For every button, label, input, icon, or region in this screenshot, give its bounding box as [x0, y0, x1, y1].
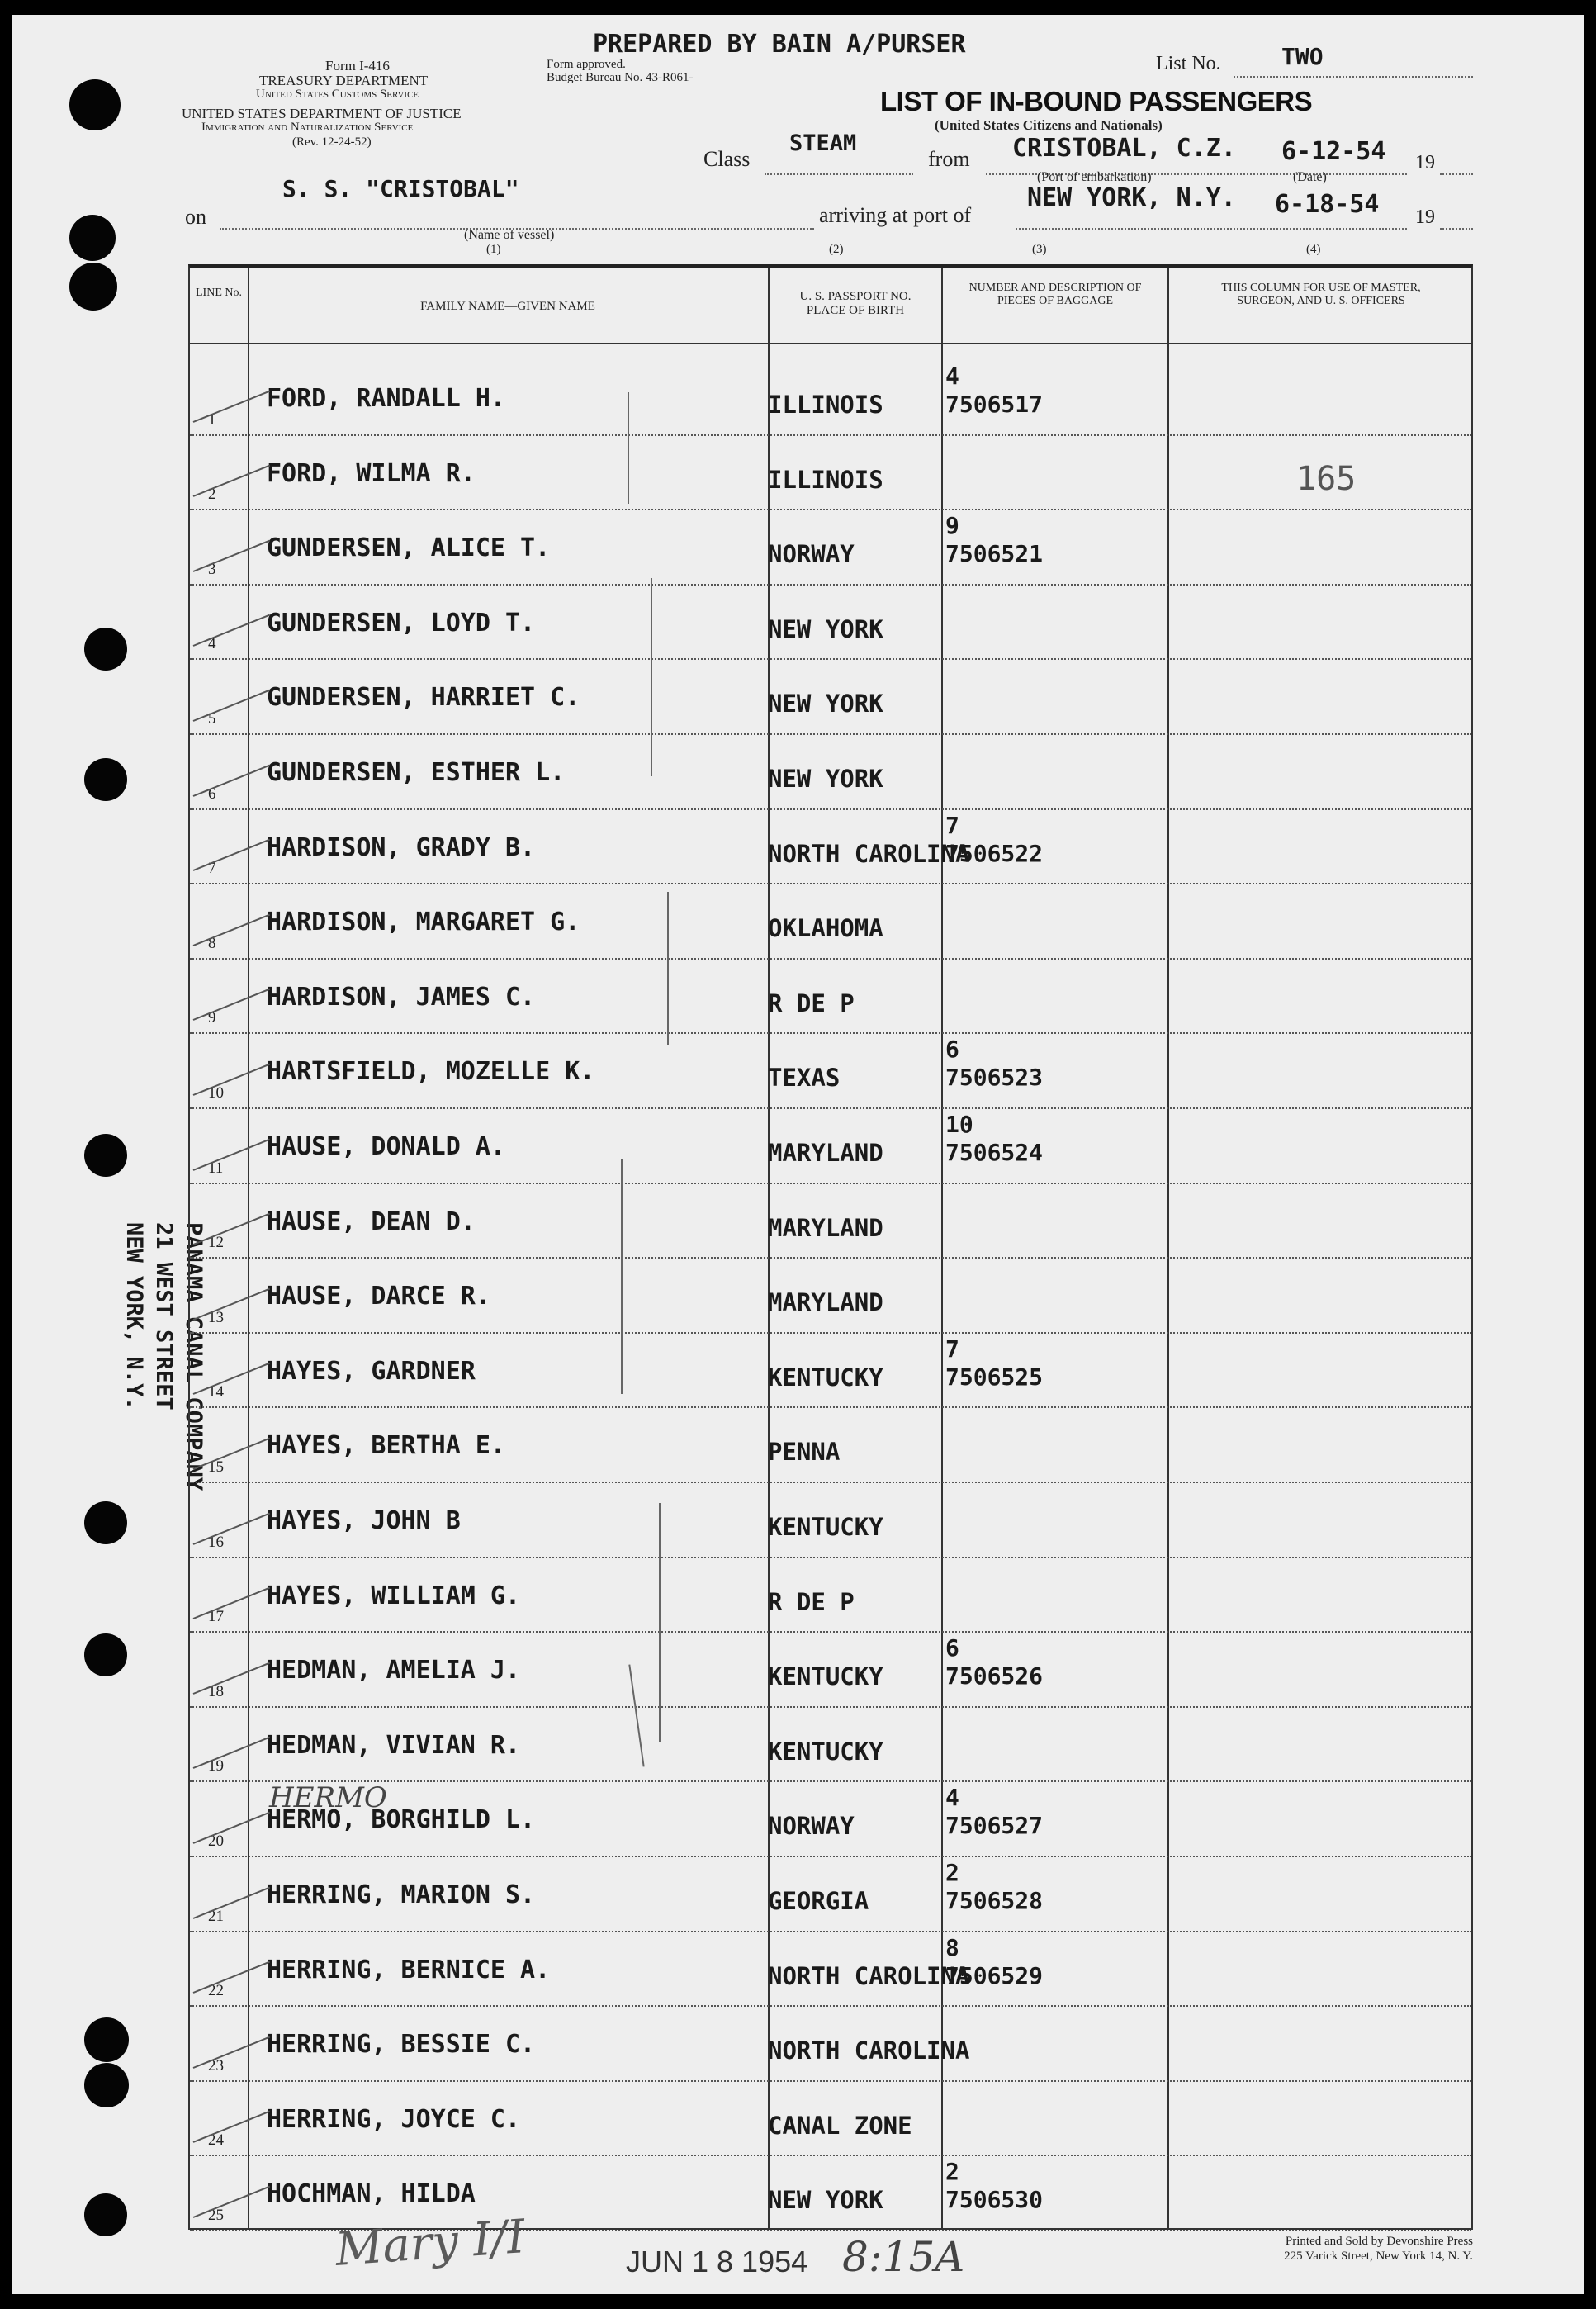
- col-index-2: (2): [829, 243, 844, 256]
- table-row: [190, 1107, 1471, 1183]
- table-row: [190, 2080, 1471, 2155]
- vessel-caption: (Name of vessel): [464, 228, 555, 242]
- printer-line2: 225 Varick Street, New York 14, N. Y.: [1284, 2250, 1473, 2263]
- passenger-name: HERMO, BORGHILD L.: [267, 1805, 536, 1835]
- place-of-birth: KENTUCKY: [768, 1363, 883, 1392]
- table-row: [190, 359, 1471, 434]
- from-label: from: [928, 147, 970, 171]
- place-of-birth: KENTUCKY: [768, 1662, 883, 1691]
- line-number: 17: [208, 1608, 224, 1626]
- table-row: [190, 1183, 1471, 1258]
- line-number: 24: [208, 2131, 224, 2150]
- line-number: 3: [208, 560, 216, 578]
- passenger-name: GUNDERSEN, HARRIET C.: [267, 683, 580, 713]
- table-row: [190, 1032, 1471, 1107]
- passenger-name: HEDMAN, VIVIAN R.: [267, 1730, 521, 1760]
- col-index-1: (1): [486, 243, 501, 256]
- table-row: [190, 958, 1471, 1033]
- place-of-birth: OKLAHOMA: [768, 914, 883, 943]
- passenger-name: HAYES, WILLIAM G.: [267, 1581, 521, 1610]
- line-number: 1: [208, 410, 216, 429]
- line-number: 16: [208, 1533, 224, 1551]
- header-divider: [190, 343, 1471, 344]
- table-row: [190, 1856, 1471, 1931]
- table-row: [190, 2005, 1471, 2080]
- hermo-note: HERMO: [269, 1781, 387, 1814]
- family-bracket: [628, 392, 629, 504]
- place-of-birth: MARYLAND: [768, 1139, 883, 1167]
- side-stamp-line3: NEW YORK, N.Y.: [121, 1222, 147, 1411]
- baggage-pieces: 2: [945, 1859, 959, 1886]
- line-number: 23: [208, 2056, 224, 2074]
- ins-label: Immigration and Naturalization Service: [201, 121, 414, 134]
- place-of-birth: PENNA: [768, 1438, 841, 1467]
- passenger-name: HERRING, MARION S.: [267, 1880, 536, 1909]
- passenger-name: HAUSE, DARCE R.: [267, 1282, 490, 1311]
- line-number: 6: [208, 785, 216, 803]
- vessel-name: S. S. "CRISTOBAL": [282, 175, 519, 202]
- baggage-tag: 7506522: [945, 839, 1044, 867]
- baggage-pieces: 9: [945, 512, 959, 540]
- port-of-embarkation: CRISTOBAL, C.Z.: [1012, 134, 1236, 163]
- embarkation-date: 6-12-54: [1281, 137, 1386, 166]
- list-no-line: [1234, 76, 1473, 78]
- place-of-birth: NORTH CAROLINA: [768, 839, 970, 868]
- arrival-date: 6-18-54: [1275, 190, 1380, 219]
- baggage-tag: 7506527: [945, 1812, 1044, 1840]
- approved-label: Form approved.: [547, 58, 626, 71]
- table-row: [190, 2155, 1471, 2230]
- baggage-pieces: 2: [945, 2158, 959, 2186]
- place-of-birth: ILLINOIS: [768, 391, 883, 419]
- passenger-name: HEDMAN, AMELIA J.: [267, 1656, 521, 1686]
- table-row: [190, 1706, 1471, 1781]
- passenger-name: HAYES, JOHN B: [267, 1506, 461, 1535]
- baggage-pieces: 6: [945, 1634, 959, 1662]
- port-of-arrival: NEW YORK, N.Y.: [1027, 183, 1236, 212]
- treasury-label: TREASURY DEPARTMENT: [259, 73, 429, 88]
- table-row: [190, 883, 1471, 958]
- on-label: on: [185, 205, 206, 229]
- stamp-date: JUN 1 8 1954: [626, 2245, 808, 2278]
- line-number: 4: [208, 635, 216, 653]
- customs-label: United States Customs Service: [256, 88, 419, 101]
- line-number: 2: [208, 486, 216, 504]
- line-number: 13: [208, 1308, 224, 1326]
- passenger-name: HOCHMAN, HILDA: [267, 2179, 476, 2209]
- rev-label: (Rev. 12-24-52): [292, 135, 372, 149]
- col-header-line: LINE No.: [196, 287, 242, 299]
- port-caption: (Port of embarkation): [1037, 170, 1152, 184]
- table-row: [190, 1406, 1471, 1482]
- table-row: [190, 658, 1471, 733]
- col-header-passport: U. S. PASSPORT NO. PLACE OF BIRTH: [799, 290, 912, 318]
- justice-label: UNITED STATES DEPARTMENT OF JUSTICE: [182, 106, 462, 121]
- passenger-name: HARDISON, JAMES C.: [267, 982, 536, 1012]
- passenger-name: HAYES, GARDNER: [267, 1356, 476, 1386]
- col-header-name: FAMILY NAME—GIVEN NAME: [420, 300, 595, 313]
- line-number: 20: [208, 1832, 224, 1850]
- place-of-birth: TEXAS: [768, 1064, 841, 1093]
- place-of-birth: NORTH CAROLINA: [768, 1961, 970, 1990]
- baggage-tag: 7506526: [945, 1662, 1044, 1690]
- line-number: 19: [208, 1757, 224, 1776]
- place-of-birth: NORWAY: [768, 540, 855, 569]
- place-of-birth: NEW YORK: [768, 765, 883, 793]
- passenger-name: FORD, RANDALL H.: [267, 384, 505, 413]
- binder-hole: [84, 2063, 129, 2107]
- table-row: [190, 1257, 1471, 1332]
- place-of-birth: R DE P: [768, 989, 855, 1017]
- place-of-birth: R DE P: [768, 1587, 855, 1616]
- bottom-scrawl: Mary I/I: [334, 2210, 528, 2277]
- year-line-a: [1440, 173, 1473, 175]
- passenger-table: [188, 264, 1473, 2230]
- stamp-time: 8:15A: [842, 2233, 965, 2281]
- place-of-birth: CANAL ZONE: [768, 2111, 912, 2140]
- passenger-name: FORD, WILMA R.: [267, 458, 476, 488]
- officer-count: 165: [1296, 460, 1357, 498]
- table-row: [190, 1332, 1471, 1407]
- binder-hole: [84, 628, 127, 671]
- table-row: [190, 584, 1471, 659]
- baggage-pieces: 8: [945, 1933, 959, 1961]
- family-bracket: [667, 892, 669, 1045]
- passenger-manifest-page: [12, 15, 1584, 2294]
- form-subtitle: (United States Citizens and Nationals): [935, 117, 1163, 133]
- place-of-birth: NEW YORK: [768, 614, 883, 643]
- line-number: 5: [208, 709, 216, 728]
- table-row: [190, 1482, 1471, 1557]
- place-of-birth: NORWAY: [768, 1812, 855, 1841]
- line-number: 22: [208, 1982, 224, 2000]
- place-of-birth: ILLINOIS: [768, 465, 883, 494]
- passenger-name: GUNDERSEN, LOYD T.: [267, 608, 536, 638]
- col-index-4: (4): [1306, 243, 1321, 256]
- place-of-birth: NEW YORK: [768, 2186, 883, 2215]
- line-number: 12: [208, 1234, 224, 1252]
- baggage-tag: 7506523: [945, 1064, 1044, 1092]
- family-bracket: [651, 578, 652, 776]
- baggage-tag: 7506525: [945, 1363, 1044, 1391]
- baggage-tag: 7506521: [945, 540, 1044, 568]
- passenger-name: GUNDERSEN, ALICE T.: [267, 533, 551, 563]
- passenger-name: HERRING, BERNICE A.: [267, 1955, 551, 1984]
- binder-hole: [84, 1134, 127, 1177]
- passenger-name: HAUSE, DONALD A.: [267, 1132, 505, 1161]
- line-number: 14: [208, 1383, 224, 1401]
- family-bracket: [659, 1503, 661, 1742]
- table-row: [190, 509, 1471, 584]
- baggage-pieces: 7: [945, 811, 959, 839]
- place-of-birth: MARYLAND: [768, 1288, 883, 1317]
- passenger-name: HERRING, BESSIE C.: [267, 2030, 536, 2060]
- year-prefix-a: 19: [1415, 152, 1435, 173]
- year-prefix-b: 19: [1415, 206, 1435, 228]
- binder-hole: [69, 215, 116, 261]
- table-row: [190, 1631, 1471, 1706]
- place-of-birth: NEW YORK: [768, 690, 883, 718]
- list-no-value: TWO: [1281, 43, 1324, 70]
- baggage-tag: 7506529: [945, 1961, 1044, 1989]
- binder-hole: [84, 758, 127, 801]
- line-number: 18: [208, 1682, 224, 1700]
- line-number: 15: [208, 1458, 224, 1476]
- passenger-name: HARDISON, MARGARET G.: [267, 908, 580, 937]
- table-row: [190, 733, 1471, 808]
- binder-hole: [84, 2193, 127, 2236]
- family-bracket: [621, 1159, 623, 1394]
- baggage-pieces: 7: [945, 1335, 959, 1363]
- budget-label: Budget Bureau No. 43-R061-: [547, 71, 694, 84]
- binder-hole: [84, 2017, 129, 2062]
- passenger-name: HARTSFIELD, MOZELLE K.: [267, 1057, 595, 1087]
- col-header-baggage: NUMBER AND DESCRIPTION OF PIECES OF BAGGAGE: [968, 282, 1142, 308]
- baggage-pieces: 4: [945, 363, 959, 390]
- baggage-pieces: 4: [945, 1784, 959, 1812]
- year-line-b: [1440, 228, 1473, 230]
- side-stamp-line2: 21 WEST STREET: [151, 1222, 177, 1411]
- baggage-tag: 7506524: [945, 1139, 1044, 1166]
- baggage-pieces: 6: [945, 1036, 959, 1064]
- binder-hole: [69, 79, 121, 130]
- table-row: [190, 434, 1471, 510]
- line-number: 25: [208, 2206, 224, 2224]
- date-caption: (Date): [1293, 170, 1327, 184]
- table-row: [190, 1557, 1471, 1632]
- arrival-line: [1016, 228, 1407, 230]
- arriving-label: arriving at port of: [819, 203, 972, 227]
- binder-hole: [69, 263, 117, 311]
- line-number: 11: [208, 1159, 224, 1177]
- line-number: 21: [208, 1907, 224, 1925]
- passenger-name: HAUSE, DEAN D.: [267, 1207, 476, 1236]
- baggage-tag: 7506517: [945, 391, 1044, 418]
- passenger-name: HARDISON, GRADY B.: [267, 832, 536, 862]
- class-line: [765, 173, 913, 175]
- baggage-pieces: 10: [945, 1111, 973, 1138]
- table-row: [190, 1931, 1471, 2006]
- place-of-birth: KENTUCKY: [768, 1737, 883, 1766]
- line-number: 8: [208, 934, 216, 952]
- baggage-tag: 7506530: [945, 2186, 1044, 2214]
- passenger-name: HAYES, BERTHA E.: [267, 1431, 505, 1461]
- place-of-birth: GEORGIA: [768, 1887, 869, 1915]
- place-of-birth: NORTH CAROLINA: [768, 2036, 970, 2065]
- list-no-label: List No.: [1156, 53, 1221, 74]
- printer-line1: Printed and Sold by Devonshire Press: [1285, 2235, 1473, 2248]
- col-index-3: (3): [1032, 243, 1047, 256]
- place-of-birth: KENTUCKY: [768, 1513, 883, 1541]
- side-stamp-line1: PANAMA CANAL COMPANY: [181, 1222, 206, 1491]
- form-title: LIST OF IN-BOUND PASSENGERS: [880, 86, 1313, 116]
- class-value: STEAM: [789, 130, 857, 156]
- passenger-name: HERRING, JOYCE C.: [267, 2104, 521, 2134]
- line-number: 7: [208, 860, 216, 878]
- table-row: [190, 808, 1471, 884]
- col-header-officers: THIS COLUMN FOR USE OF MASTER, SURGEON, AND U. S. OFFICERS: [1221, 282, 1421, 308]
- binder-hole: [84, 1501, 127, 1544]
- baggage-tag: 7506528: [945, 1887, 1044, 1914]
- prepared-by: PREPARED BY BAIN A/PURSER: [593, 30, 966, 59]
- line-number: 10: [208, 1083, 224, 1102]
- form-number: Form I-416: [325, 58, 390, 73]
- place-of-birth: MARYLAND: [768, 1213, 883, 1242]
- class-label: Class: [703, 147, 751, 171]
- line-number: 9: [208, 1009, 216, 1027]
- binder-hole: [84, 1633, 127, 1676]
- passenger-name: GUNDERSEN, ESTHER L.: [267, 758, 566, 787]
